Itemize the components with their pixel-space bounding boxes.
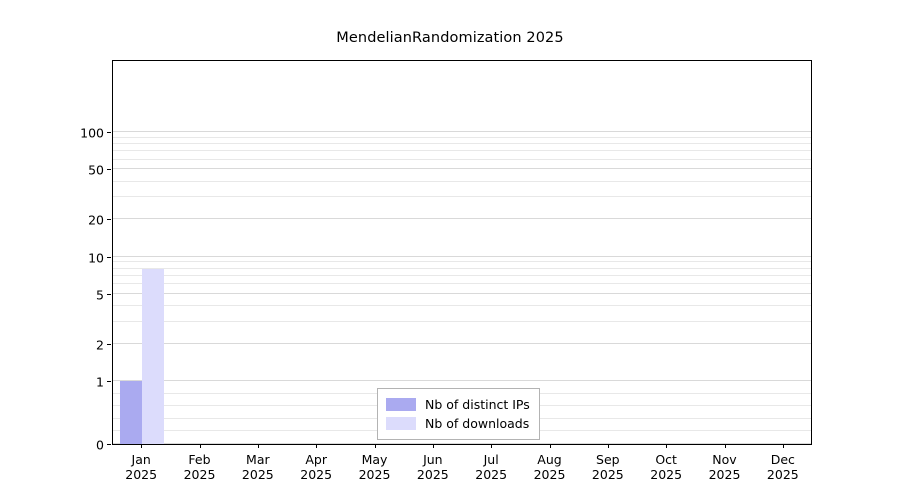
y-tick-mark (107, 257, 111, 258)
y-tick-mark (107, 132, 111, 133)
x-tick-label (709, 452, 741, 482)
x-tick-label-line: 2025 (125, 467, 158, 482)
x-tick-label-line: 2025 (300, 467, 333, 482)
x-tick-label (767, 452, 799, 482)
x-tick-label-line: Jul (483, 452, 499, 467)
gridline-minor (113, 137, 811, 138)
gridline-major (113, 131, 811, 132)
gridline-minor (113, 150, 811, 151)
x-tick-label-line: May (361, 452, 388, 467)
y-tick-mark (107, 381, 111, 382)
x-tick-label-line: Sep (596, 452, 620, 467)
gridline-major (113, 293, 811, 294)
x-tick-label-line: 2025 (766, 467, 799, 482)
y-tick-label: 20 (88, 212, 104, 228)
bar (142, 269, 164, 444)
y-tick-label: 1 (96, 374, 104, 390)
legend-label: Nb of downloads (425, 416, 530, 431)
gridline-major (113, 380, 811, 381)
y-axis-ticks (107, 60, 112, 445)
legend-item (386, 395, 530, 414)
y-tick-label: 100 (80, 125, 104, 141)
y-tick-label: 5 (96, 287, 104, 303)
x-tick-label (417, 452, 449, 482)
gridline-minor (113, 283, 811, 284)
legend-swatch (386, 417, 416, 430)
x-tick-label-line: 2025 (241, 467, 274, 482)
x-tick-label-line: Jan (131, 452, 151, 467)
x-tick-label (300, 452, 332, 482)
x-tick-label-line: Apr (305, 452, 327, 467)
y-tick-mark (107, 169, 111, 170)
x-tick-label-line: Nov (712, 452, 737, 467)
y-tick-label: 2 (96, 337, 104, 353)
x-tick-label (592, 452, 624, 482)
x-tick-label-line: 2025 (416, 467, 449, 482)
x-tick-label-line: 2025 (475, 467, 508, 482)
x-tick-label-line: Mar (246, 452, 270, 467)
chart-title: MendelianRandomization 2025 (336, 30, 564, 46)
x-tick-label-line: 2025 (591, 467, 624, 482)
legend-swatch (386, 398, 416, 411)
gridline-major (113, 218, 811, 219)
x-axis-labels (112, 448, 812, 496)
gridline-minor (113, 181, 811, 182)
x-tick-label-line: 2025 (358, 467, 391, 482)
gridline-minor (113, 321, 811, 322)
y-tick-mark (107, 444, 111, 445)
x-tick-label-line: Aug (537, 452, 562, 467)
chart-legend (377, 388, 540, 440)
legend-label: Nb of distinct IPs (425, 397, 530, 412)
gridline-major (113, 256, 811, 257)
x-tick-label-line: 2025 (650, 467, 683, 482)
y-axis-labels (62, 60, 104, 453)
gridline-minor (113, 305, 811, 306)
y-tick-mark (107, 219, 111, 220)
x-tick-label-line: 2025 (708, 467, 741, 482)
gridline-major (113, 168, 811, 169)
x-tick-label (475, 452, 507, 482)
gridline-major (113, 343, 811, 344)
x-tick-label (125, 452, 157, 482)
gridline-minor (113, 275, 811, 276)
x-tick-label (650, 452, 682, 482)
bar (120, 381, 142, 444)
x-tick-label (359, 452, 391, 482)
x-tick-label (242, 452, 274, 482)
x-tick-label-line: Jun (423, 452, 443, 467)
y-tick-label: 10 (88, 250, 104, 266)
y-tick-label: 0 (96, 437, 104, 453)
x-tick-label (534, 452, 566, 482)
x-tick-label (184, 452, 216, 482)
y-tick-mark (107, 294, 111, 295)
gridline-minor (113, 159, 811, 160)
x-tick-label-line: Dec (770, 452, 795, 467)
legend-item (386, 414, 530, 433)
x-tick-label-line: Feb (188, 452, 211, 467)
gridline-minor (113, 196, 811, 197)
gridline-minor (113, 261, 811, 262)
y-tick-label: 50 (88, 162, 104, 178)
gridline-minor (113, 268, 811, 269)
gridline-minor (113, 143, 811, 144)
x-tick-label-line: Oct (655, 452, 677, 467)
x-tick-label-line: 2025 (533, 467, 566, 482)
x-tick-label-line: 2025 (183, 467, 216, 482)
y-tick-mark (107, 344, 111, 345)
